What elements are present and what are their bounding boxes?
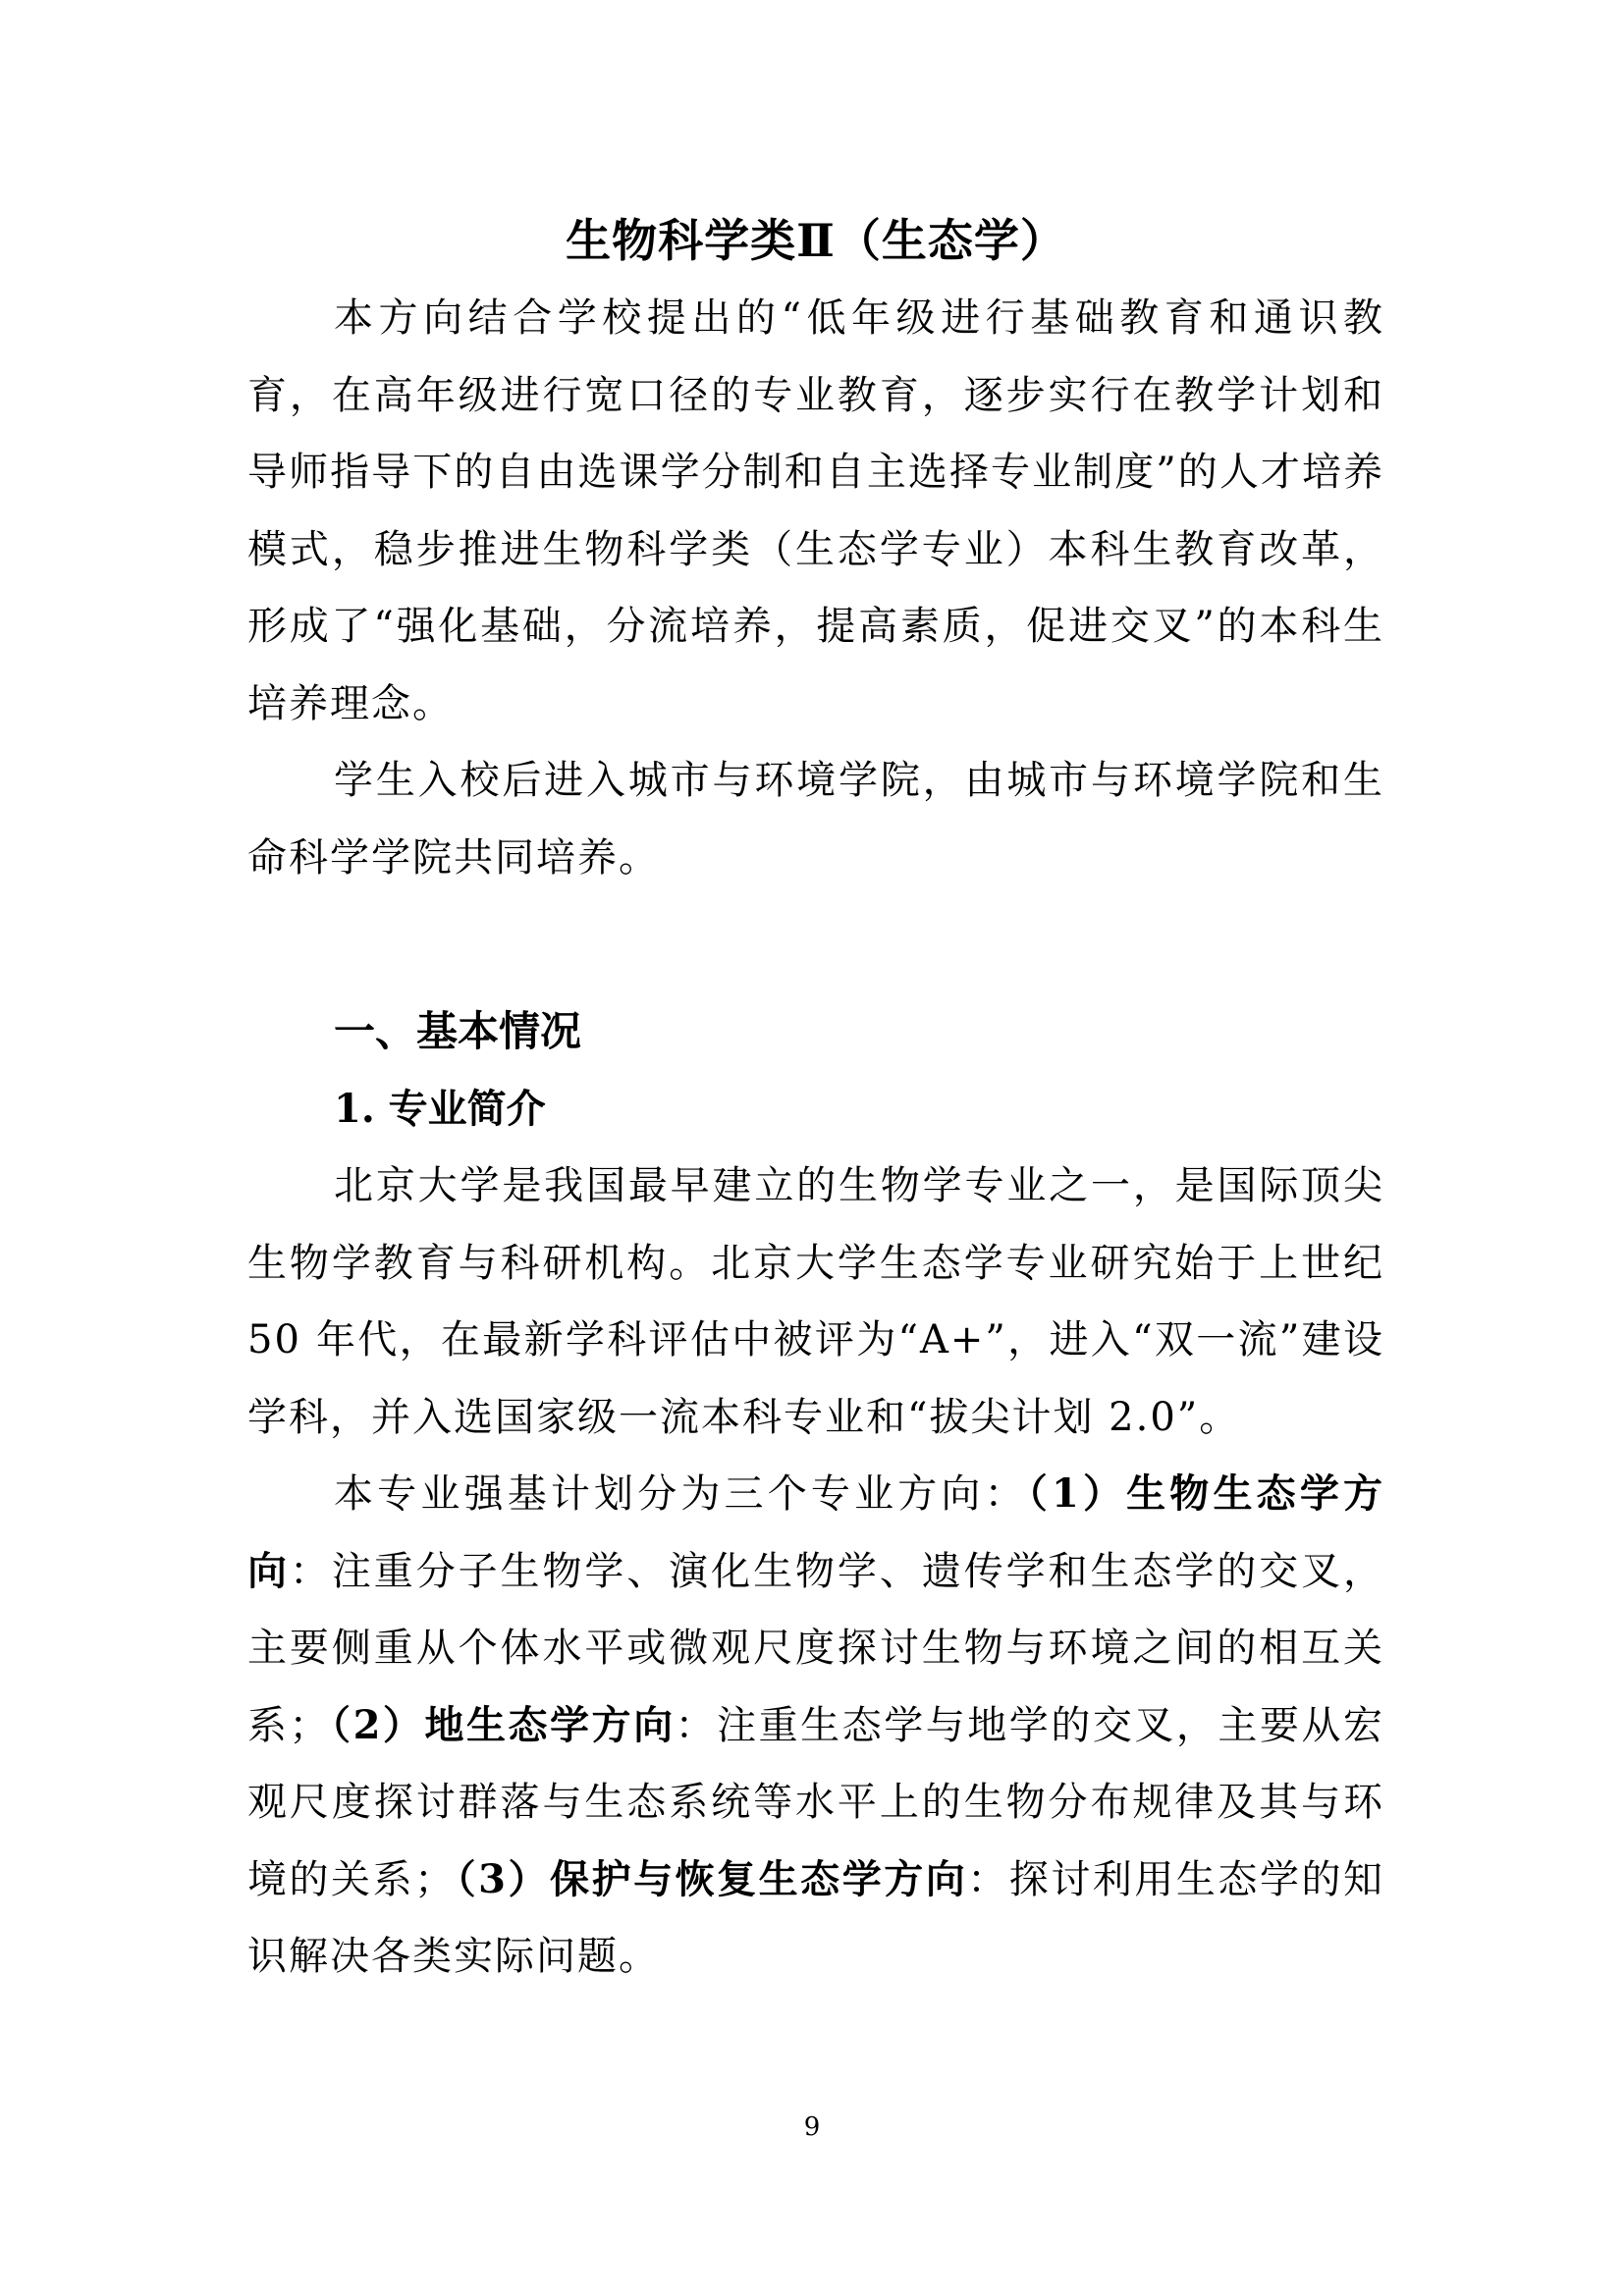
directions-lead: 本专业强基计划分为三个专业方向： [334, 1471, 1028, 1517]
direction-1-label: （1）生物生态学方向 [247, 1470, 1384, 1594]
document-title: 生物科学类Ⅱ（生态学） [566, 214, 1066, 267]
subsection-heading-introduction: 1. 专业简介 [334, 1086, 546, 1132]
section-heading-basic-info: 一、基本情况 [334, 1007, 582, 1055]
direction-3-label: （3）保护与恢复生态学方向 [456, 1855, 968, 1902]
direction-2-label: （2）地生态学方向 [330, 1701, 676, 1748]
direction-2-text: ：注重生态学与地学的交叉，主要从宏观尺度探讨群落与生态系统等水平上的生物分布规律及其与环境的关系； [247, 1702, 1384, 1902]
page-number: 9 [803, 2112, 821, 2142]
intro-paragraph-2: 学生入校后进入城市与环境学院，由城市与环境学院和生命科学学院共同培养。 [247, 758, 1384, 881]
page-content [247, 201, 1384, 1996]
section-spacer [247, 896, 1384, 992]
introduction-paragraph-2 [247, 1456, 1384, 1996]
intro-paragraph-1: 本方向结合学校提出的“低年级进行基础教育和通识教育，在高年级进行宽口径的专业教育，逐步实行在教学计划和导师指导下的自由选课学分制和自主选择专业制度”的人才培养模式，稳步推进生物科学类（生态学专业）本科生教育改革，形成了“强化基础，分流培养，提高素质，促进交叉”的本科生培养理念。 [247, 295, 1384, 726]
direction-3-text: ：探讨利用生态学的知识解决各类实际问题。 [247, 1856, 1384, 1979]
introduction-paragraph-1: 北京大学是我国最早建立的生物学专业之一，是国际顶尖生物学教育与科研机构。北京大学生态学专业研究始于上世纪 50 年代，在最新学科评估中被评为“A+”，进入“双一流”建设学科，并入选国家级一流本科专业和“拔尖计划 2.0”。 [247, 1163, 1384, 1440]
direction-1-text: ：注重分子生物学、演化生物学、遗传学和生态学的交叉，主要侧重从个体水平或微观尺度探讨生物与环境之间的相互关系； [247, 1548, 1385, 1748]
